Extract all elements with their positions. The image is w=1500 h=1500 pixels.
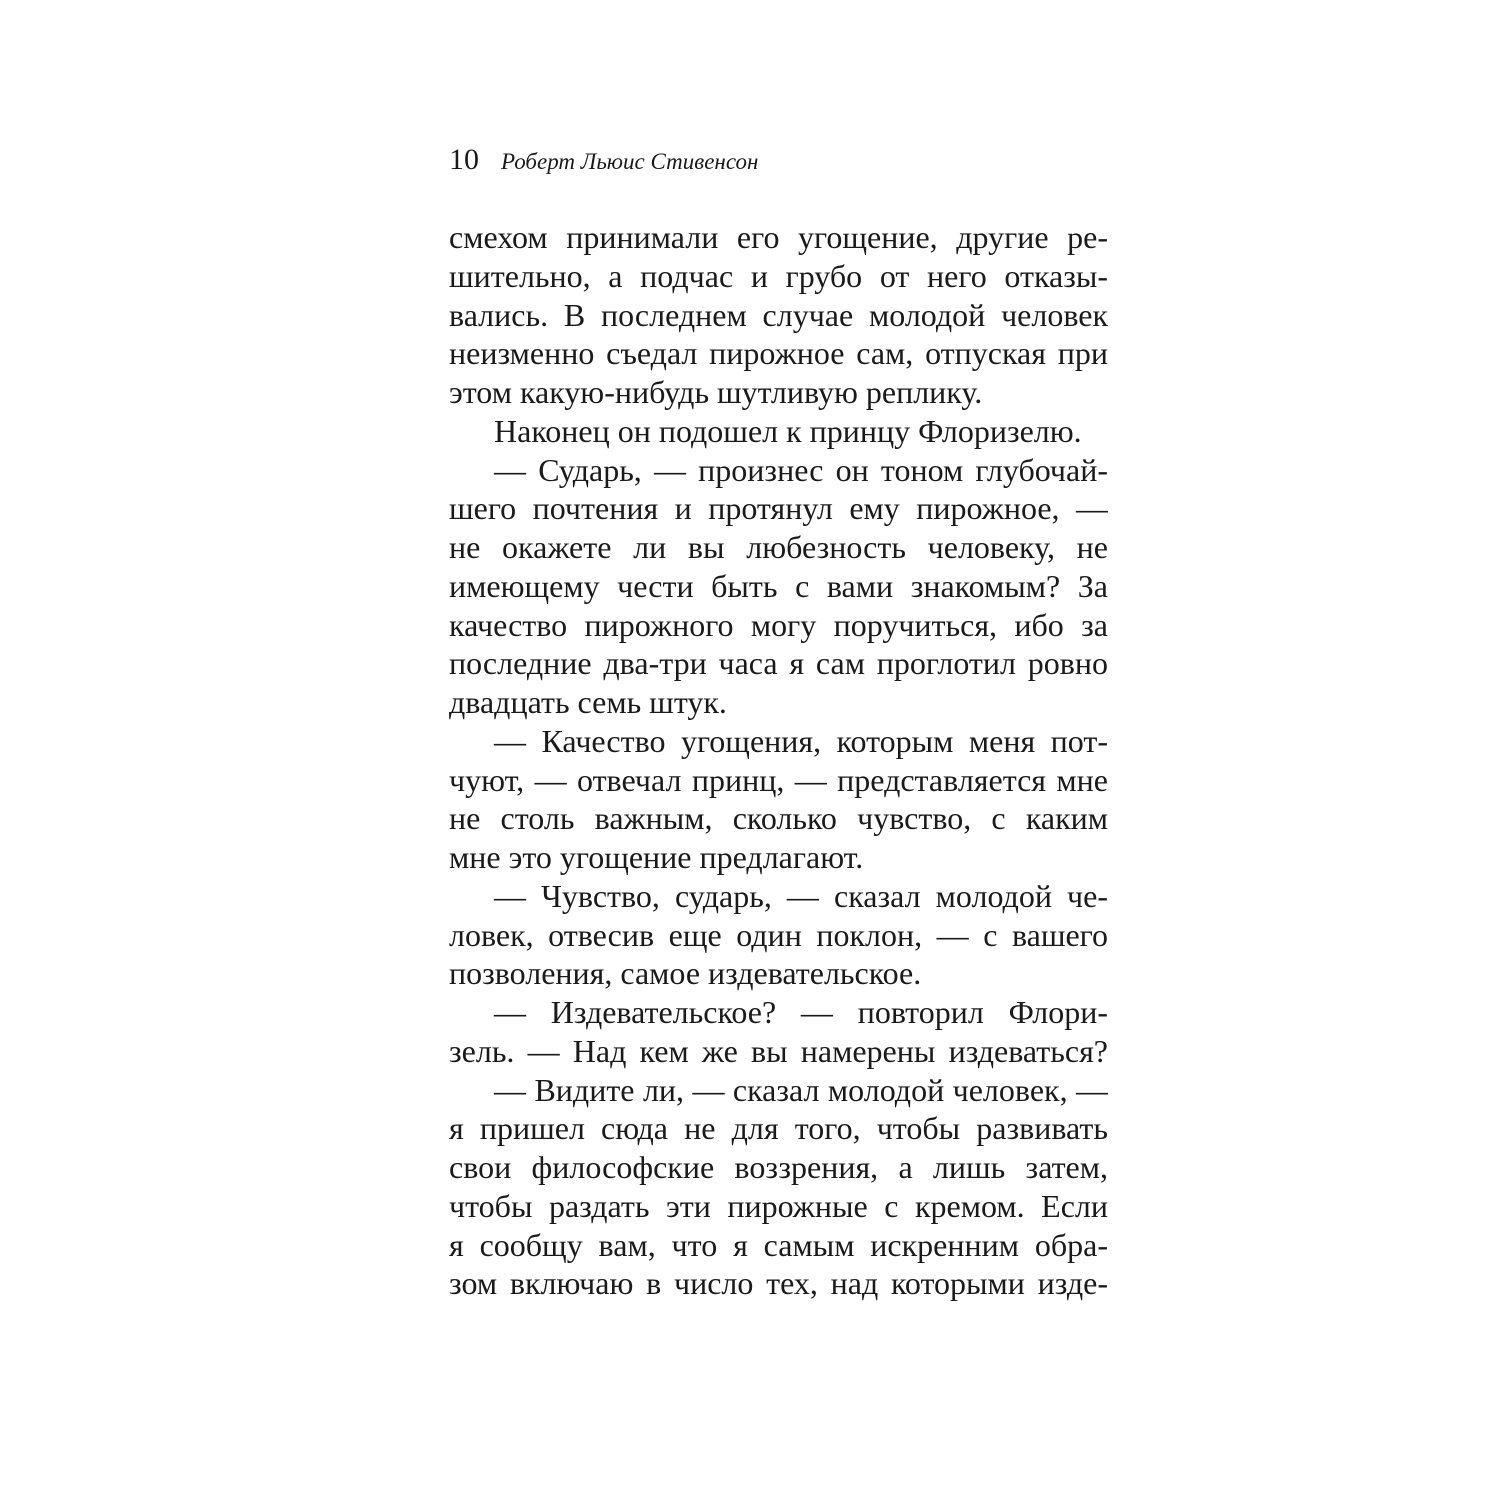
text-line: этом какую-нибудь шутливую реплику.	[449, 374, 983, 410]
text-line: не столь важным, сколько чувство, с каким	[449, 800, 1108, 837]
text-line: вались. В последнем случае молодой человек	[449, 296, 1108, 333]
text-line: — Видите ли, — сказал молодой человек, —	[494, 1071, 1108, 1108]
header-author: Роберт Льюис Стивенсон	[501, 149, 759, 174]
text-line: Наконец он подошел к принцу Флоризелю.	[494, 412, 1082, 449]
text-line: ловек, отвесив еще один поклон, — с вашего	[449, 916, 1108, 953]
text-line: — Чувство, сударь, — сказал молодой че-	[494, 877, 1108, 914]
text-line: я сообщу вам, что я самым искренним обра-	[449, 1226, 1108, 1263]
text-line: свои философские воззрения, а лишь затем,	[449, 1149, 1108, 1185]
text-line: — Издевательское? — повторил Флори-	[494, 994, 1108, 1030]
text-line: — Качество угощения, которым меня пот-	[494, 722, 1108, 759]
text-line: не окажете ли вы любезность человеку, не	[449, 529, 1108, 565]
text-line: двадцать семь штук.	[449, 684, 727, 720]
text-line: — Сударь, — произнес он тоном глубочай-	[494, 451, 1108, 488]
text-line: имеющему чести быть с вами знакомым? За	[449, 567, 1108, 604]
page-number: 10	[449, 143, 479, 176]
text-line: чтобы раздать эти пирожные с кремом. Если	[449, 1187, 1108, 1224]
text-line: чуют, — отвечал принц, — представляется мне	[449, 761, 1108, 798]
text-line: шительно, а подчас и грубо от него отказы-	[449, 257, 1108, 294]
text-line: последние два-три часа я сам проглотил ровно	[449, 645, 1108, 682]
body-text	[449, 218, 1108, 1303]
text-line: зель. — Над кем же вы намерены издеваться?	[449, 1032, 1108, 1069]
text-line: мне это угощение предлагают.	[449, 839, 864, 875]
text-line: зом включаю в число тех, над которыми изде-	[449, 1265, 1108, 1302]
text-line: шего почтения и протянул ему пирожное, —	[449, 490, 1108, 527]
text-line: качество пирожного могу поручиться, ибо за	[449, 606, 1108, 643]
text-line: я пришел сюда не для того, чтобы развивать	[449, 1110, 1108, 1147]
text-line: смехом принимали его угощение, другие ре-	[449, 219, 1108, 255]
running-head	[449, 143, 758, 183]
text-line: позволения, самое издевательское.	[449, 955, 922, 992]
text-line: неизменно съедал пирожное сам, отпуская при	[449, 335, 1108, 372]
